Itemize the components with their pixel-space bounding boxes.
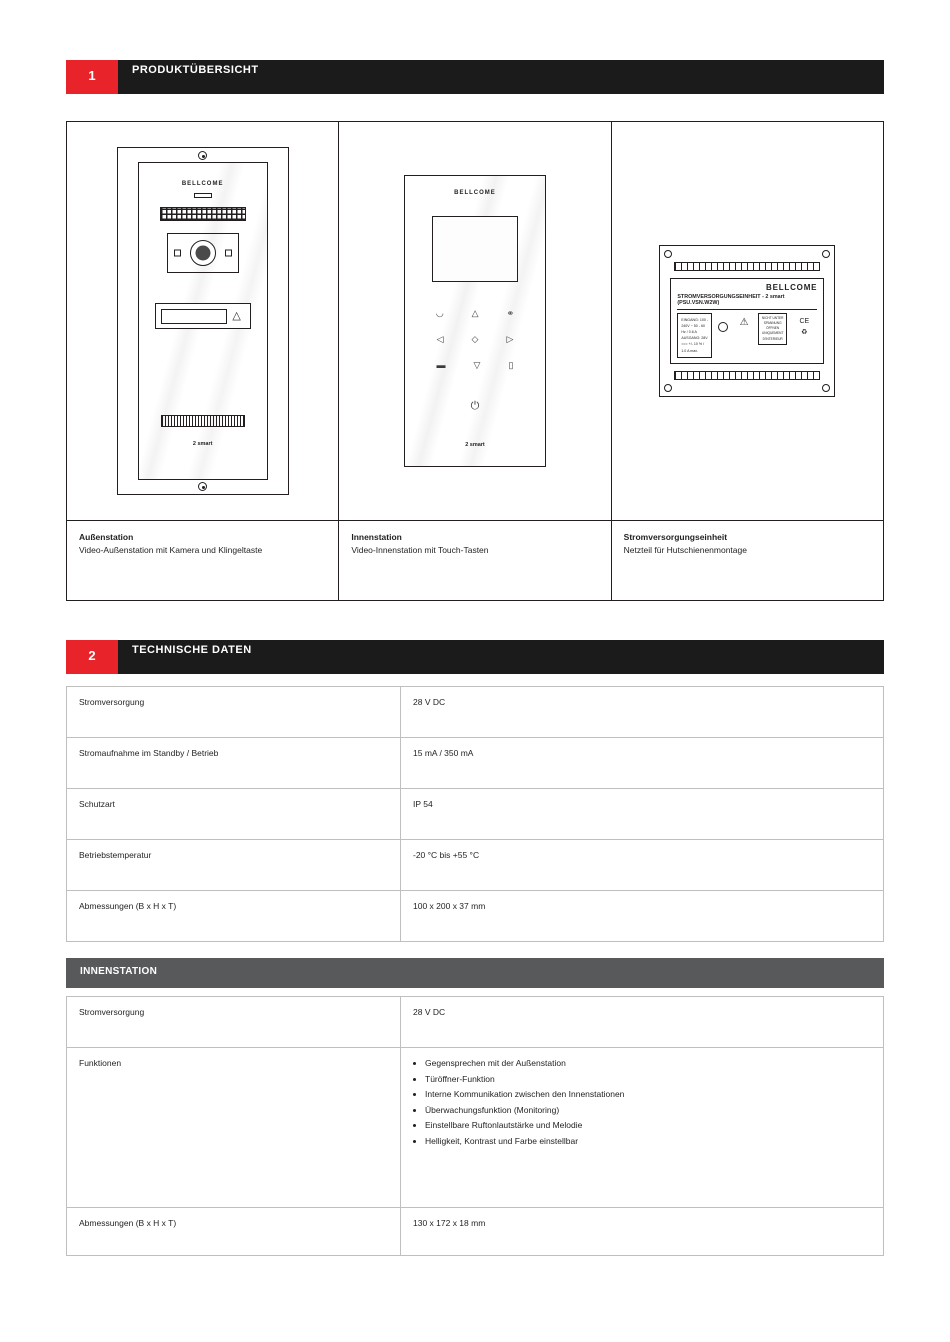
section-number-badge-1: 1 bbox=[66, 60, 118, 94]
product-cell-outdoor bbox=[67, 122, 339, 600]
spec-value: -20 °C bis +55 °C bbox=[413, 850, 480, 860]
screw-icon bbox=[822, 384, 830, 392]
menu-icon: ◇ bbox=[471, 334, 479, 344]
ir-led-icon bbox=[174, 250, 181, 257]
subsection-title: INNENSTATION bbox=[80, 966, 158, 977]
table-row bbox=[67, 738, 883, 789]
list-item: • Gegensprechen mit der Außenstation bbox=[425, 1057, 871, 1071]
screw-icon bbox=[822, 250, 830, 258]
terminal-block-bottom bbox=[674, 371, 820, 380]
screw-icon bbox=[198, 482, 207, 491]
list-item: • Interne Kommunikation zwischen den Innenstationen bbox=[425, 1088, 871, 1102]
product-image-outdoor bbox=[67, 122, 338, 521]
camera-lens-center bbox=[195, 246, 210, 261]
product-overview-table bbox=[66, 121, 884, 601]
spec-key: Betriebstemperatur bbox=[67, 840, 401, 890]
product-image-indoor bbox=[339, 122, 610, 521]
product-caption-outdoor: Außenstation Video-Außenstation mit Kamera und Klingeltaste bbox=[79, 532, 263, 555]
product-caption-psu: Stromversorgungseinheit Netzteil für Hutschienenmontage bbox=[623, 532, 747, 555]
product-cell-indoor bbox=[339, 122, 611, 600]
psu-spec-strip bbox=[677, 313, 817, 358]
power-icon: ⏻ bbox=[470, 400, 480, 412]
psu-ratings bbox=[677, 313, 712, 358]
right-icon: ▷ bbox=[506, 334, 514, 344]
product-caption-indoor: Innenstation Video-Innenstation mit Touch-Tasten bbox=[351, 532, 489, 555]
function-list bbox=[413, 1057, 871, 1149]
product-image-psu bbox=[612, 122, 883, 521]
product-cell-psu bbox=[612, 122, 883, 600]
screw-icon bbox=[198, 151, 207, 160]
display-screen bbox=[432, 216, 518, 282]
button-row-2 bbox=[405, 334, 545, 345]
left-icon: ◁ bbox=[436, 334, 444, 344]
list-item: • Helligkeit, Kontrast und Farbe einstellbar bbox=[425, 1135, 871, 1149]
spec-key: Abmessungen (B x H x T) bbox=[67, 891, 401, 941]
table-row bbox=[67, 891, 883, 942]
spec-value: IP 54 bbox=[413, 799, 433, 809]
table-row bbox=[67, 1208, 883, 1256]
psu-label-face bbox=[670, 278, 824, 364]
indoor-station-drawing bbox=[404, 175, 546, 467]
table-row bbox=[67, 789, 883, 840]
lock-icon: ⚭ bbox=[506, 308, 515, 318]
down-icon: ▽ bbox=[473, 360, 481, 370]
spec-table-indoor bbox=[66, 996, 884, 1256]
spec-key: Schutzart bbox=[67, 789, 401, 839]
led-strip-icon bbox=[194, 193, 212, 198]
table-row bbox=[67, 997, 883, 1048]
spec-key: Stromversorgung bbox=[67, 997, 401, 1047]
psu-warning-text: NICHT UNTER SPANNUNG ÖFFNEN UNIQUEMENT D'INTERIEUR bbox=[758, 313, 787, 345]
subsection-header-indoor bbox=[66, 958, 884, 988]
ce-mark-icon: CE bbox=[799, 318, 810, 325]
psu-output-line: AUSGANG: 28V === +/- 10 % / 1.0 A max. bbox=[681, 336, 708, 353]
nameplate bbox=[155, 303, 251, 329]
spec-value: 28 V DC bbox=[413, 697, 446, 707]
spec-value: 15 mA / 350 mA bbox=[413, 748, 474, 758]
spec-key: Stromaufnahme im Standby / Betrieb bbox=[67, 738, 401, 788]
spec-key: Funktionen bbox=[67, 1048, 401, 1207]
brand-logo: BELLCOME bbox=[181, 181, 224, 187]
up-icon: △ bbox=[471, 308, 479, 318]
spec-value: 100 x 200 x 37 mm bbox=[413, 901, 486, 911]
section-header-1 bbox=[66, 60, 884, 94]
spec-table-outdoor bbox=[66, 686, 884, 942]
speaker-grille-icon bbox=[160, 207, 246, 221]
outdoor-faceplate bbox=[138, 162, 268, 480]
psu-indicator bbox=[716, 313, 730, 337]
brand-logo: BELLCOME bbox=[454, 190, 496, 196]
section-title-bar-2: TECHNISCHE DATEN bbox=[118, 640, 884, 674]
terminal-block-top bbox=[674, 262, 820, 271]
section-header-2 bbox=[66, 640, 884, 674]
screw-icon bbox=[664, 384, 672, 392]
brand-logo: BELLCOME bbox=[766, 283, 818, 292]
section-title-bar-1: PRODUKTÜBERSICHT bbox=[118, 60, 884, 94]
warning-triangle-icon: ⚠ bbox=[739, 317, 749, 328]
button-row-1 bbox=[405, 308, 545, 319]
camera-module bbox=[167, 233, 239, 273]
bar-icon: ▬ bbox=[436, 360, 446, 370]
spec-value: 130 x 172 x 18 mm bbox=[413, 1218, 486, 1228]
monitor-icon: ▯ bbox=[508, 360, 514, 370]
list-item: • Türöffner-Funktion bbox=[425, 1073, 871, 1087]
outdoor-station-drawing bbox=[117, 147, 289, 495]
psu-model-title: STROMVERSORGUNGSEINHEIT - 2 smart (PSU.VSN.W2W) bbox=[677, 294, 817, 310]
bell-icon: △ bbox=[232, 310, 241, 322]
table-row bbox=[67, 1048, 883, 1208]
spec-value-list bbox=[401, 1048, 883, 1207]
certification-marks bbox=[791, 313, 817, 338]
spec-key: Stromversorgung bbox=[67, 687, 401, 737]
power-supply-drawing bbox=[659, 245, 835, 397]
name-label-field bbox=[161, 309, 227, 324]
section-number-badge-2: 2 bbox=[66, 640, 118, 674]
list-item: • Überwachungsfunktion (Monitoring) bbox=[425, 1104, 871, 1118]
spec-key: Abmessungen (B x H x T) bbox=[67, 1208, 401, 1255]
product-smart-label: 2 smart bbox=[465, 442, 485, 448]
microphone-grille-icon bbox=[161, 415, 245, 427]
table-row bbox=[67, 840, 883, 891]
talk-icon: ◡ bbox=[435, 308, 444, 318]
list-item: • Einstellbare Ruftonlautstärke und Melodie bbox=[425, 1119, 871, 1133]
spec-value: 28 V DC bbox=[413, 1007, 446, 1017]
table-row bbox=[67, 687, 883, 738]
screw-icon bbox=[664, 250, 672, 258]
product-smart-label: 2 smart bbox=[192, 441, 213, 447]
psu-input-line: EINGANG: 100 - 240V ~ 50 - 60 Hz / 0.6 A bbox=[681, 318, 709, 335]
weee-icon: ♻ bbox=[801, 329, 808, 337]
button-row-3 bbox=[405, 360, 545, 371]
status-led-icon bbox=[718, 322, 728, 332]
ir-led-icon bbox=[225, 250, 232, 257]
